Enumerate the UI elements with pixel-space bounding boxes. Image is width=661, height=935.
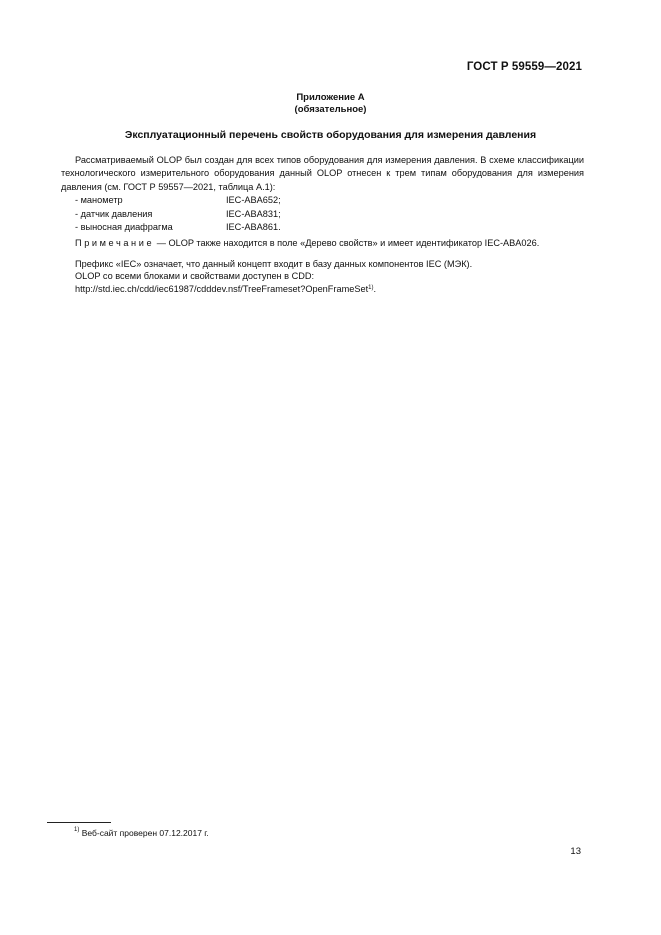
- document-body: [61, 154, 584, 296]
- appendix-status: (обязательное): [294, 104, 367, 115]
- note-paragraph: [61, 237, 584, 250]
- footnote: [74, 828, 209, 838]
- equipment-list: [61, 194, 584, 234]
- intro-paragraph: Рассматриваемый OLOP был создан для всех типов оборудования для измерения давления. В схеме классификации технологического измерительного оборудования данный OLOP отнесен к трем типам оборудования для измерения давления (см. ГОСТ Р 59557—2021, таблица А.1):: [61, 155, 584, 192]
- cdd-url[interactable]: http://std.iec.ch/cdd/iec61987/cdddev.nsf/TreeFrameset?OpenFrameSet: [75, 284, 369, 295]
- equipment-id: IEC-ABA861.: [226, 222, 281, 233]
- note-label: Примечание: [75, 238, 155, 249]
- equipment-id: IEC-ABA652;: [226, 195, 281, 206]
- list-item: [61, 221, 584, 234]
- equipment-term: - выносная диафрагма: [75, 222, 173, 233]
- equipment-term: - манометр: [75, 195, 123, 206]
- note-text: — OLOP также находится в поле «Дерево свойств» и имеет идентификатор IEC-ABA026.: [154, 238, 540, 249]
- appendix-title: Приложение А: [296, 92, 365, 103]
- appendix-heading: [0, 92, 661, 116]
- standard-code: ГОСТ Р 59559—2021: [466, 61, 582, 73]
- equipment-term: - датчик давления: [75, 208, 153, 219]
- cdd-info-block: [75, 258, 584, 296]
- cdd-line: OLOP со всеми блоками и свойствами доступен в CDD:: [75, 271, 315, 282]
- list-item: [61, 208, 584, 221]
- footnote-divider: [47, 822, 111, 823]
- list-item: [61, 194, 584, 207]
- footnote-marker: 1): [368, 285, 374, 292]
- equipment-id: IEC-ABA831;: [226, 208, 281, 219]
- footnote-number: 1): [74, 827, 80, 833]
- prefix-line: Префикс «IEC» означает, что данный концепт входит в базу данных компонентов IEC (МЭК).: [75, 258, 473, 269]
- section-title: Эксплуатационный перечень свойств оборудования для измерения давления: [124, 129, 537, 141]
- page-number: 13: [570, 846, 581, 857]
- footnote-text: Веб-сайт проверен 07.12.2017 г.: [79, 828, 209, 838]
- url-line: http://std.iec.ch/cdd/iec61987/cdddev.nsf/TreeFrameset?OpenFrameSet$^{1)}$.: [75, 284, 377, 295]
